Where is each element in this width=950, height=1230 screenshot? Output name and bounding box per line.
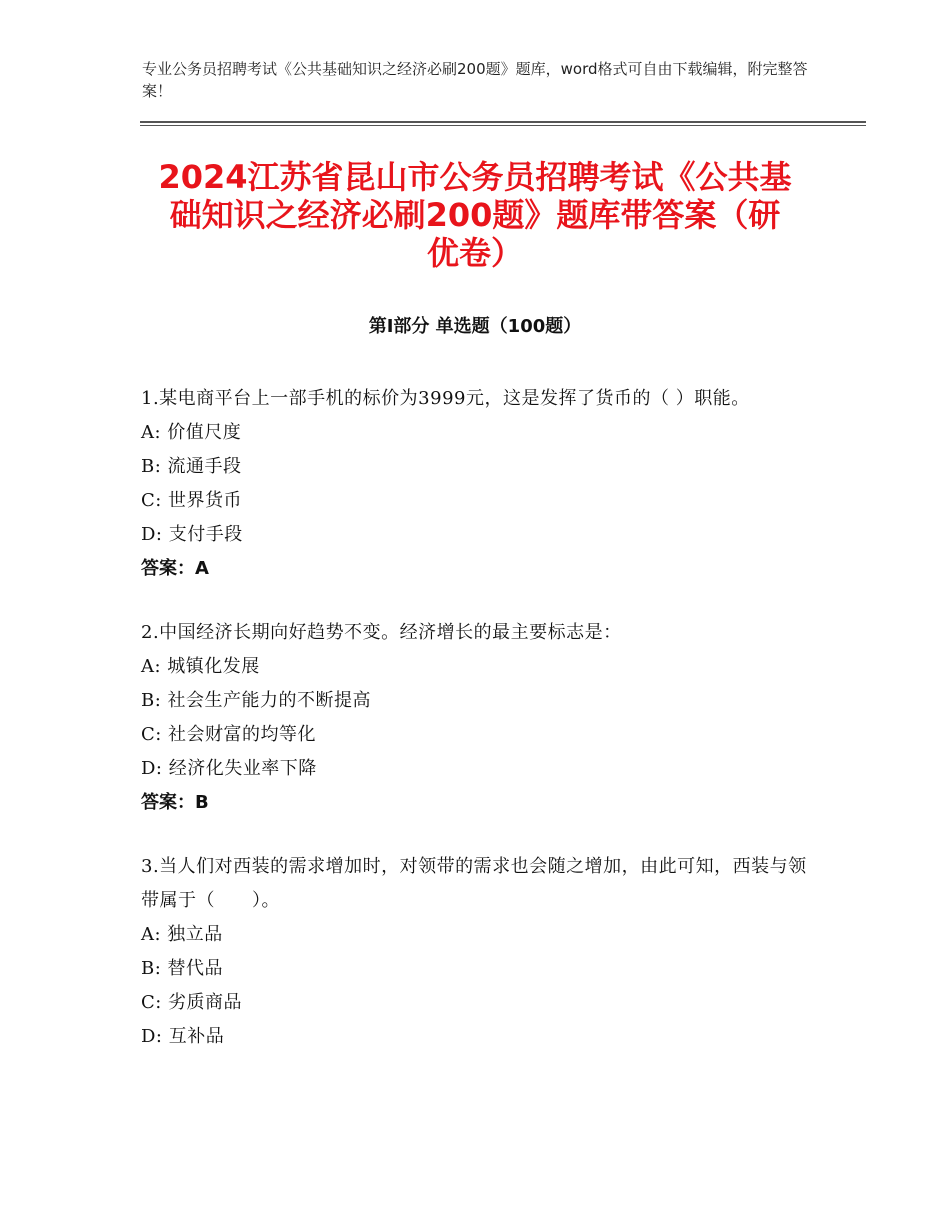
option-d: D: 互补品 (141, 1026, 225, 1047)
document-title (130, 158, 820, 272)
option-c: C: 劣质商品 (141, 992, 243, 1013)
header-note: 专业公务员招聘考试《公共基础知识之经济必刷200题》题库，word格式可自由下载编辑，附完整答案！ (142, 60, 808, 100)
option-c: C: 世界货币 (141, 490, 243, 511)
option-d: D: 经济化失业率下降 (141, 758, 317, 779)
option-b: B: 替代品 (141, 958, 224, 979)
question-1 (141, 382, 811, 586)
title-line-3: 优卷） (426, 234, 523, 272)
question-list (141, 382, 811, 1084)
option-b: B: 社会生产能力的不断提高 (141, 690, 372, 711)
answer: 答案：A (141, 558, 209, 579)
question-stem: 1.某电商平台上一部手机的标价为3999元，这是发挥了货币的（ ）职能。 (141, 388, 750, 409)
option-a: A: 价值尺度 (141, 422, 242, 443)
section-heading: 第I部分 单选题（100题） (368, 316, 582, 337)
option-a: A: 城镇化发展 (141, 656, 260, 677)
option-d: D: 支付手段 (141, 524, 243, 545)
header-divider-thick (140, 121, 866, 123)
header-divider-thin (140, 125, 866, 126)
option-a: A: 独立品 (141, 924, 223, 945)
question-stem: 2.中国经济长期向好趋势不变。经济增长的最主要标志是： (141, 622, 622, 643)
option-b: B: 流通手段 (141, 456, 242, 477)
question-2 (141, 616, 811, 820)
answer: 答案：B (141, 792, 209, 813)
title-line-1: 2024江苏省昆山市公务员招聘考试《公共基 (158, 158, 792, 196)
option-c: C: 社会财富的均等化 (141, 724, 317, 745)
question-3 (141, 850, 811, 1054)
title-line-2: 础知识之经济必刷200题》题库带答案（研 (169, 196, 781, 234)
question-stem: 3.当人们对西装的需求增加时，对领带的需求也会随之增加，由此可知，西装与领带属于（ ）。 (141, 856, 807, 911)
